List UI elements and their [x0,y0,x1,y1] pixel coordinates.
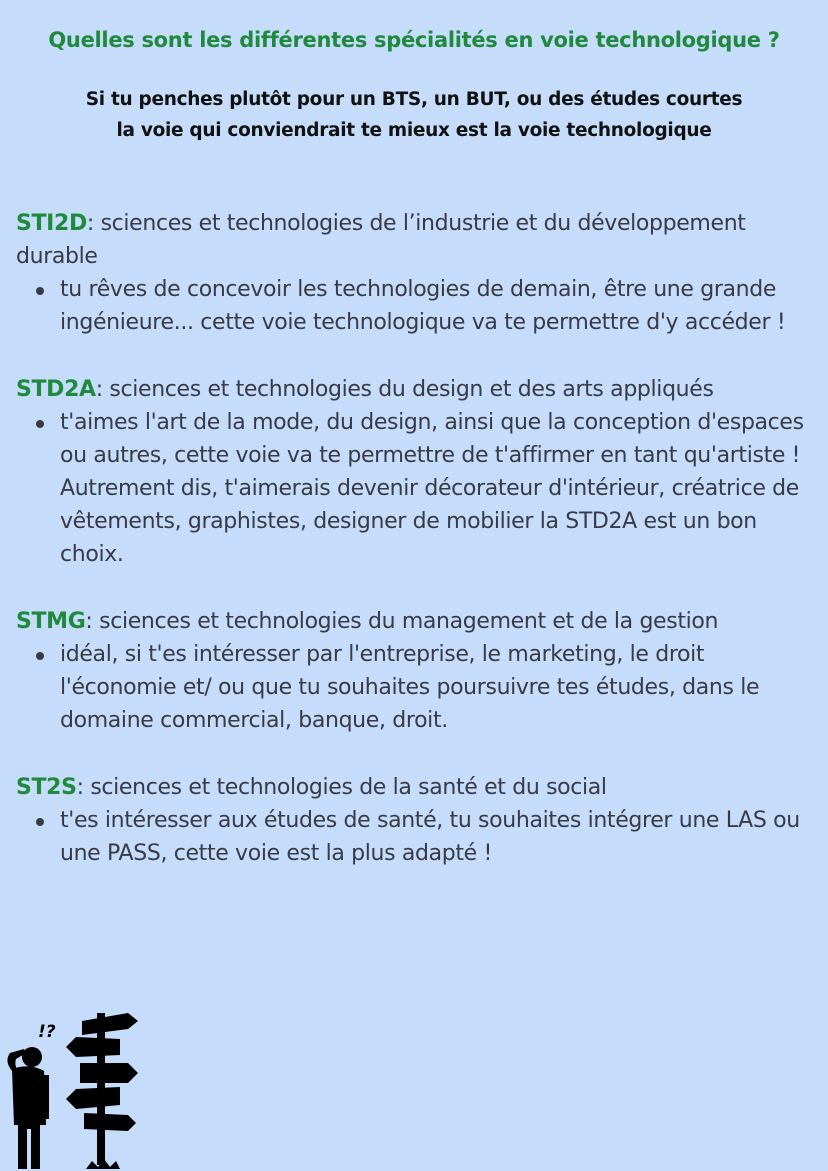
bullet-list [16,273,816,339]
section-heading [16,373,816,406]
section-stmg [16,605,816,737]
bullet-list [16,804,816,870]
specialties-list [16,207,816,904]
bullet-list [16,406,816,571]
section-code: STD2A [16,377,96,402]
section-name: : sciences et technologies de l’industrie et du développement durable [16,211,746,269]
section-code: STI2D [16,211,87,236]
exclaim-mark: !? [38,1022,56,1042]
section-heading [16,771,816,804]
bullet-item: t'es intéresser aux études de santé, tu souhaites intégrer une LAS ou une PASS, cette voie est la plus adapté ! [60,804,816,870]
section-name: : sciences et technologies du design et des arts appliqués [95,377,714,402]
section-code: ST2S [16,775,77,800]
section-name: : sciences et technologies du management et de la gestion [85,609,719,634]
page-title: Quelles sont les différentes spécialités en voie technologique ? [48,28,780,52]
confused-person-signpost-icon [0,1005,150,1171]
section-sti2d [16,207,816,339]
bullet-list [16,638,816,737]
section-code: STMG [16,609,86,634]
bullet-item: tu rêves de concevoir les technologies de demain, être une grande ingénieure... cette voie technologique va te permettre d'y accéder ! [60,273,816,339]
section-st2s [16,771,816,870]
bullet-item: t'aimes l'art de la mode, du design, ainsi que la conception d'espaces ou autres, cette voie va te permettre de t'affirmer en tant qu'artiste ! Autrement dis, t'aimerais devenir décorateur d'intérieur, créatrice de vêtements, graphistes, designer de mobilier la STD2A est un bon choix. [60,406,816,571]
section-heading [16,207,816,273]
intro-line-2: la voie qui conviendrait te mieux est la voie technologique [116,120,712,141]
section-name: : sciences et technologies de la santé et du social [76,775,607,800]
section-heading [16,605,816,638]
intro-text [0,84,828,146]
intro-line-1: Si tu penches plutôt pour un BTS, un BUT, ou des études courtes [85,89,743,110]
bullet-item: idéal, si t'es intéresser par l'entreprise, le marketing, le droit l'économie et/ ou que tu souhaites poursuivre tes études, dans le domaine commercial, banque, droit. [60,638,816,737]
section-std2a [16,373,816,571]
